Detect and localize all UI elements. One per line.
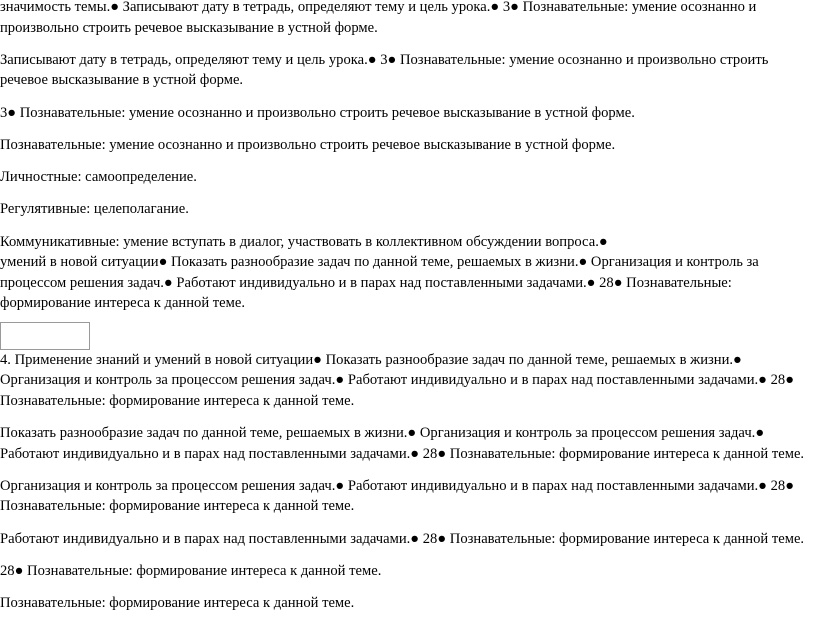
empty-image-placeholder [0, 322, 90, 350]
paragraph-communicative [0, 232, 808, 314]
communicative-line-2: умений в новой ситуации● Показать разнообразие задач по данной теме, решаемых в жизни.● Организация и контроль за процессом решения задач.● Работают индивидуально и в парах над поставленными задачами.● 28● Познавательные: формирование интереса к данной теме. [0, 254, 759, 312]
paragraph-10: Работают индивидуально и в парах над поставленными задачами.● 28● Познавательные: формирование интереса к данной теме. [0, 530, 805, 547]
paragraph-2: Записывают дату в тетрадь, определяют тему и цель урока.● 3● Познавательные: умение осознанно и произвольно строить речевое высказывание в устной форме. [0, 51, 769, 89]
paragraph-12: Познавательные: формирование интереса к данной теме. [0, 595, 355, 612]
paragraph-6: Регулятивные: целеполагание. [0, 201, 189, 218]
paragraph-7: 4. Применение знаний и умений в новой ситуации● Показать разнообразие задач по данной теме, решаемых в жизни.● Организация и контроль за процессом решения задач.● Работают индивидуально и в парах над поставленными задачами.● 28● Познавательные: формирование интереса к данной теме. [0, 351, 795, 409]
paragraph-11: 28● Познавательные: формирование интереса к данной теме. [0, 562, 382, 579]
communicative-line-1: Коммуникативные: умение вступать в диалог, участвовать в коллективном обсуждении вопроса.● [0, 233, 608, 250]
paragraph-5: Личностные: самоопределение. [0, 169, 197, 186]
paragraph-8: Показать разнообразие задач по данной теме, решаемых в жизни.● Организация и контроль за процессом решения задач.● Работают индивидуально и в парах над поставленными задачами.● 28● Познавательные: формирование интереса к данной теме. [0, 425, 805, 462]
paragraph-9: Организация и контроль за процессом решения задач.● Работают индивидуально и в парах над поставленными задачами.● 28● Познавательные: формирование интереса к данной теме. [0, 477, 795, 515]
paragraph-1: значимость темы.● Записывают дату в тетрадь, определяют тему и цель урока.● 3● Познавательные: умение осознанно и произвольно строить речевое высказывание в устной форме. [0, 0, 757, 36]
paragraph-4: Познавательные: умение осознанно и произвольно строить речевое высказывание в устной форме. [0, 136, 616, 153]
paragraph-3: 3● Познавательные: умение осознанно и произвольно строить речевое высказывание в устной форме. [0, 104, 635, 121]
